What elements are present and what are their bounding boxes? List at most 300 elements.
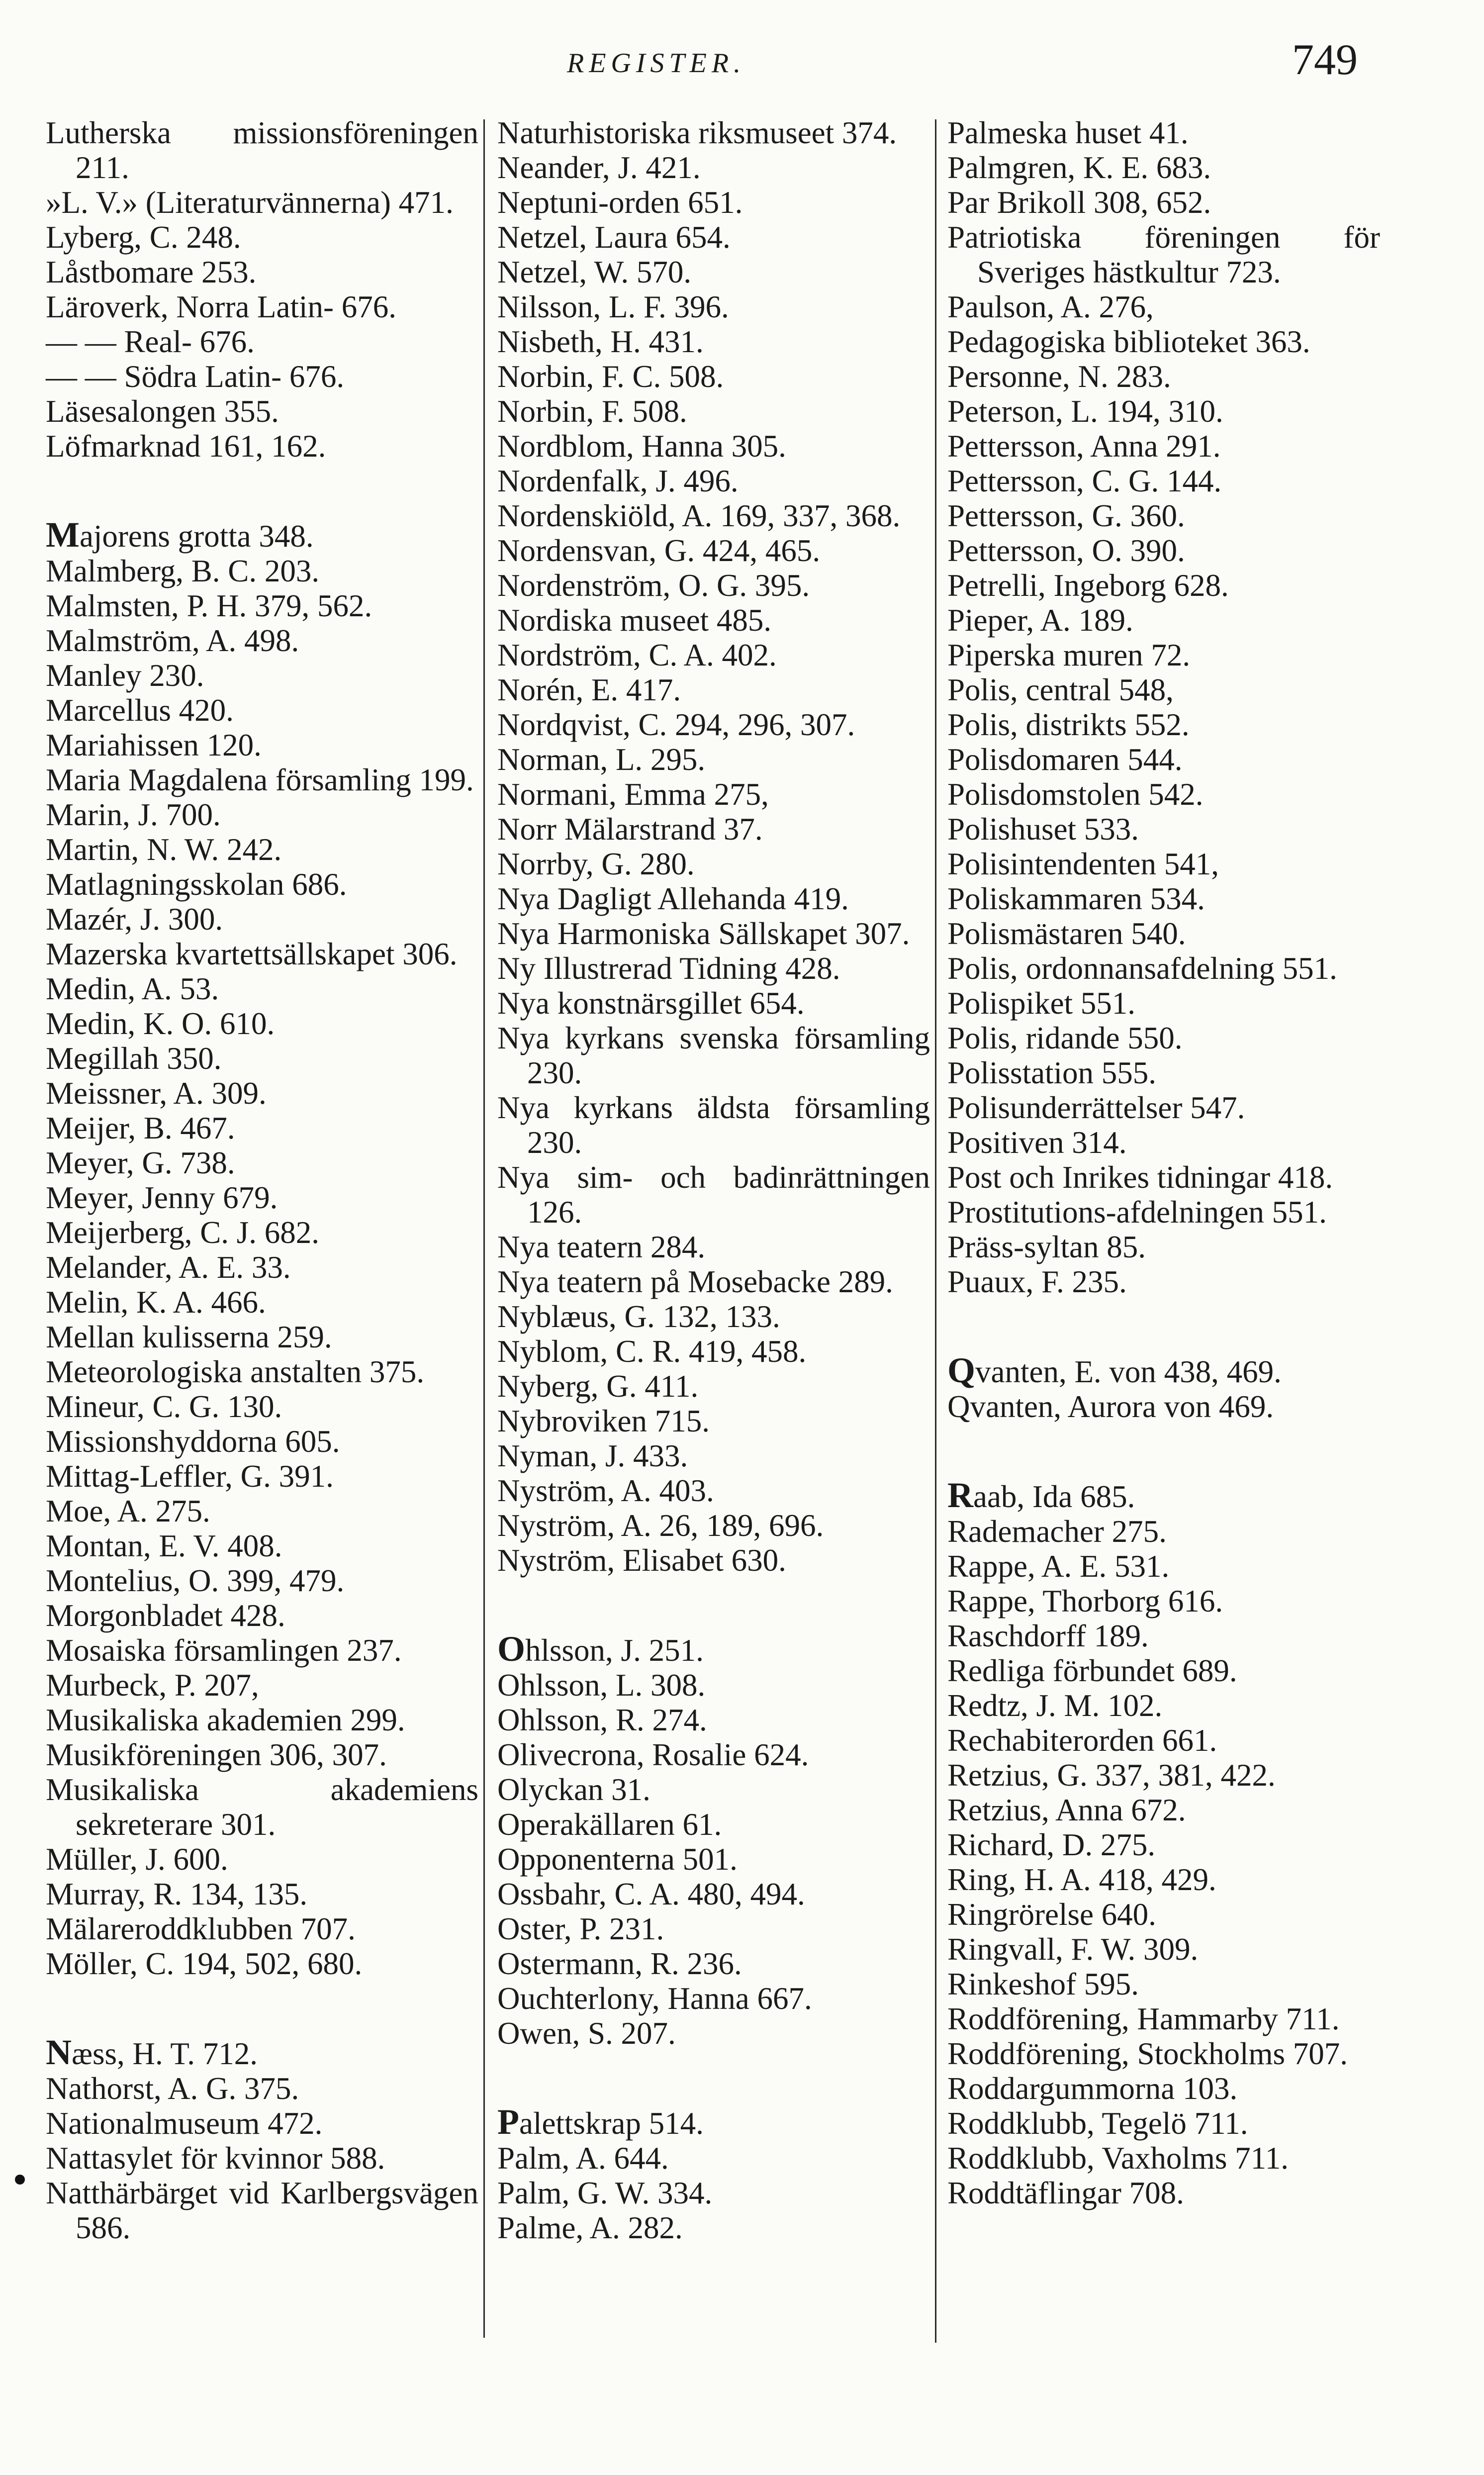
entry-text: Polisintendenten 541, xyxy=(947,847,1219,881)
index-entry xyxy=(46,1528,478,1563)
index-entry xyxy=(947,672,1380,707)
index-entry xyxy=(947,847,1380,881)
index-entry xyxy=(497,1911,930,1946)
entry-text: Mineur, C. G. 130. xyxy=(46,1389,282,1424)
entry-text: Polisunderrättelser 547. xyxy=(947,1090,1245,1125)
entry-text: Mariahissen 120. xyxy=(46,728,262,762)
index-entry xyxy=(497,1737,930,1772)
index-entry xyxy=(947,2071,1380,2106)
index-entry xyxy=(947,115,1380,150)
entry-text: Meyer, G. 738. xyxy=(46,1145,235,1180)
index-entry xyxy=(46,1772,478,1842)
index-entry xyxy=(497,707,930,742)
entry-text: Rademacher 275. xyxy=(947,1514,1167,1549)
index-entry xyxy=(497,1160,930,1230)
section-initial: N xyxy=(46,2032,72,2072)
entry-text: Nya kyrkans äldsta församling 230. xyxy=(497,1090,930,1160)
entry-text: Meijer, B. 467. xyxy=(46,1111,235,1145)
index-entry xyxy=(46,797,478,832)
entry-text: Nordenström, O. G. 395. xyxy=(497,568,810,603)
index-entry xyxy=(46,394,478,429)
index-entry xyxy=(947,812,1380,847)
entry-text: Nisbeth, H. 431. xyxy=(497,324,704,359)
entry-text: Norr Mälarstrand 37. xyxy=(497,812,763,847)
column-rule xyxy=(935,119,936,2343)
entry-text: Ouchterlony, Hanna 667. xyxy=(497,1981,812,2016)
index-entry xyxy=(947,916,1380,951)
index-entry xyxy=(497,2141,930,2176)
letter-section-gap xyxy=(46,1981,478,2035)
index-entry xyxy=(947,638,1380,672)
entry-text: Norman, L. 295. xyxy=(497,742,706,777)
entry-text: Petrelli, Ingeborg 628. xyxy=(947,568,1229,603)
entry-text: Patriotiska föreningen för Sveriges hästkultur 723. xyxy=(947,220,1380,289)
index-entry xyxy=(46,1877,478,1911)
entry-text: Marin, J. 700. xyxy=(46,797,221,832)
index-entry xyxy=(46,2176,478,2245)
index-entry xyxy=(947,1350,1380,1390)
index-entry xyxy=(46,289,478,324)
index-entry xyxy=(497,1668,930,1703)
entry-text: Norbin, F. C. 508. xyxy=(497,359,724,394)
index-entry xyxy=(46,623,478,658)
section-initial: O xyxy=(497,1629,526,1669)
entry-text: Mazér, J. 300. xyxy=(46,902,223,937)
index-entry xyxy=(46,554,478,588)
entry-text: Nyström, A. 26, 189, 696. xyxy=(497,1508,824,1543)
index-entry xyxy=(947,498,1380,533)
index-entry xyxy=(46,115,478,185)
entry-text: Montelius, O. 399, 479. xyxy=(46,1563,345,1598)
entry-text: Oster, P. 231. xyxy=(497,1911,664,1946)
index-entry xyxy=(46,517,478,554)
index-entry xyxy=(947,1967,1380,2001)
entry-text: Palm, A. 644. xyxy=(497,2141,669,2176)
column-rule xyxy=(483,119,485,2338)
index-entry xyxy=(497,1438,930,1473)
index-entry xyxy=(497,777,930,812)
entry-text: Polis, ordonnansafdelning 551. xyxy=(947,951,1337,986)
entry-text: Nyberg, G. 411. xyxy=(497,1369,699,1404)
entry-text: Lutherska missionsföreningen 211. xyxy=(46,115,478,185)
index-entry xyxy=(497,1404,930,1438)
index-entry xyxy=(947,1932,1380,1967)
index-entry xyxy=(497,1946,930,1981)
index-entry xyxy=(46,1911,478,1946)
entry-text: Palmgren, K. E. 683. xyxy=(947,150,1211,185)
entry-text: Morgonbladet 428. xyxy=(46,1598,285,1633)
entry-text: Polisdomaren 544. xyxy=(947,742,1183,777)
entry-text: Ohlsson, L. 308. xyxy=(497,1668,706,1703)
index-entry xyxy=(497,812,930,847)
index-entry xyxy=(947,289,1380,324)
index-entry xyxy=(497,916,930,951)
index-entry xyxy=(947,359,1380,394)
entry-text: Naturhistoriska riksmuseet 374. xyxy=(497,115,897,150)
entry-text: Polismästaren 540. xyxy=(947,916,1186,951)
index-column-2 xyxy=(497,115,930,2245)
index-entry xyxy=(46,2032,478,2072)
entry-text: Nordqvist, C. 294, 296, 307. xyxy=(497,707,855,742)
entry-text: Roddklubb, Tegelö 711. xyxy=(947,2106,1248,2141)
index-entry xyxy=(46,937,478,971)
index-entry xyxy=(947,1125,1380,1160)
entry-text: Malmsten, P. H. 379, 562. xyxy=(46,588,372,623)
index-entry xyxy=(947,394,1380,429)
index-entry xyxy=(46,1494,478,1528)
index-entry xyxy=(46,832,478,867)
entry-text: Richard, D. 275. xyxy=(947,1827,1156,1862)
entry-text: Lyberg, C. 248. xyxy=(46,220,241,255)
entry-text: Polispiket 551. xyxy=(947,986,1136,1021)
index-column-3 xyxy=(947,115,1380,2210)
entry-text: Polis, distrikts 552. xyxy=(947,707,1190,742)
section-initial: P xyxy=(497,2102,519,2142)
entry-text: — — Södra Latin- 676. xyxy=(46,359,345,394)
index-entry xyxy=(947,1758,1380,1793)
entry-text: Nybroviken 715. xyxy=(497,1404,710,1438)
index-entry xyxy=(947,986,1380,1021)
entry-text: hlsson, J. 251. xyxy=(525,1633,704,1668)
margin-dot xyxy=(15,2175,25,2185)
entry-text: Polishuset 533. xyxy=(947,812,1139,847)
entry-text: Roddtäflingar 708. xyxy=(947,2176,1184,2210)
index-entry xyxy=(947,429,1380,464)
index-entry xyxy=(947,533,1380,568)
entry-text: Ring, H. A. 418, 429. xyxy=(947,1862,1216,1897)
section-initial: R xyxy=(947,1475,973,1515)
index-entry xyxy=(46,658,478,693)
page-number: 749 xyxy=(1292,36,1358,84)
index-entry xyxy=(46,762,478,797)
entry-text: Nordblom, Hanna 305. xyxy=(497,429,786,464)
index-entry xyxy=(46,2141,478,2176)
entry-text: Norén, E. 417. xyxy=(497,672,681,707)
entry-text: Nattasylet för kvinnor 588. xyxy=(46,2141,385,2176)
index-entry xyxy=(947,220,1380,289)
index-entry xyxy=(947,1549,1380,1584)
entry-text: Palmeska huset 41. xyxy=(947,115,1189,150)
index-entry xyxy=(947,1090,1380,1125)
entry-text: Positiven 314. xyxy=(947,1125,1127,1160)
entry-text: Raschdorff 189. xyxy=(947,1618,1149,1653)
index-entry xyxy=(46,1111,478,1145)
index-entry xyxy=(947,1055,1380,1090)
letter-section-gap xyxy=(497,2051,930,2104)
index-entry xyxy=(46,693,478,728)
letter-section-gap xyxy=(46,464,478,517)
entry-text: Nya Harmoniska Sällskapet 307. xyxy=(497,916,910,951)
index-entry xyxy=(497,2104,930,2141)
index-entry xyxy=(46,1006,478,1041)
entry-text: Netzel, Laura 654. xyxy=(497,220,731,255)
index-entry xyxy=(947,881,1380,916)
index-entry xyxy=(947,1514,1380,1549)
entry-text: Ohlsson, R. 274. xyxy=(497,1703,707,1737)
index-entry xyxy=(46,1041,478,1076)
index-entry xyxy=(46,1737,478,1772)
entry-text: — — Real- 676. xyxy=(46,324,255,359)
index-entry xyxy=(947,568,1380,603)
entry-text: Nya Dagligt Allehanda 419. xyxy=(497,881,849,916)
index-entry xyxy=(947,1653,1380,1688)
entry-text: Mittag-Leffler, G. 391. xyxy=(46,1459,334,1494)
entry-text: Mosaiska församlingen 237. xyxy=(46,1633,402,1668)
index-entry xyxy=(947,1827,1380,1862)
entry-text: Nyström, Elisabet 630. xyxy=(497,1543,786,1578)
section-initial: M xyxy=(46,515,80,555)
section-initial: Q xyxy=(947,1350,976,1390)
entry-text: Opponenterna 501. xyxy=(497,1842,738,1877)
entry-text: Polis, central 548, xyxy=(947,672,1174,707)
entry-text: Polisstation 555. xyxy=(947,1055,1157,1090)
index-entry xyxy=(46,867,478,902)
entry-text: Prostitutions-afdelningen 551. xyxy=(947,1195,1327,1230)
entry-text: Löfmarknad 161, 162. xyxy=(46,429,326,464)
index-entry xyxy=(46,2106,478,2141)
entry-text: Nordenfalk, J. 496. xyxy=(497,464,739,498)
entry-text: Ringrörelse 640. xyxy=(947,1897,1156,1932)
index-entry xyxy=(497,742,930,777)
entry-text: Palm, G. W. 334. xyxy=(497,2176,713,2210)
entry-text: Nationalmuseum 472. xyxy=(46,2106,323,2141)
index-entry xyxy=(497,1807,930,1842)
index-entry xyxy=(947,2106,1380,2141)
index-entry xyxy=(46,971,478,1006)
index-entry xyxy=(497,464,930,498)
index-entry xyxy=(497,2176,930,2210)
index-entry xyxy=(497,1981,930,2016)
entry-text: Musikaliska akademien 299. xyxy=(46,1703,405,1737)
entry-text: Nyström, A. 403. xyxy=(497,1473,714,1508)
index-entry xyxy=(497,2210,930,2245)
index-entry xyxy=(497,1703,930,1737)
index-entry xyxy=(497,638,930,672)
entry-text: Nya teatern 284. xyxy=(497,1230,706,1264)
index-entry xyxy=(497,220,930,255)
index-entry xyxy=(497,951,930,986)
index-entry xyxy=(46,429,478,464)
entry-text: Poliskammaren 534. xyxy=(947,881,1205,916)
index-entry xyxy=(46,1668,478,1703)
index-entry xyxy=(497,568,930,603)
entry-text: Manley 230. xyxy=(46,658,204,693)
index-entry xyxy=(46,255,478,289)
entry-text: Läroverk, Norra Latin- 676. xyxy=(46,289,396,324)
index-entry xyxy=(497,986,930,1021)
index-entry xyxy=(46,1250,478,1285)
index-entry xyxy=(497,1230,930,1264)
entry-text: Polisdomstolen 542. xyxy=(947,777,1204,812)
entry-text: Ossbahr, C. A. 480, 494. xyxy=(497,1877,805,1911)
index-entry xyxy=(46,902,478,937)
entry-text: Musikaliska akademiens sekreterare 301. xyxy=(46,1772,478,1842)
index-entry xyxy=(947,1195,1380,1230)
entry-text: Pettersson, G. 360. xyxy=(947,498,1185,533)
entry-text: Matlagningsskolan 686. xyxy=(46,867,347,902)
entry-text: Müller, J. 600. xyxy=(46,1842,228,1877)
index-entry xyxy=(46,1389,478,1424)
index-entry xyxy=(947,150,1380,185)
index-column-1 xyxy=(46,115,478,2245)
index-entry xyxy=(947,2001,1380,2036)
index-entry xyxy=(497,1264,930,1299)
index-entry xyxy=(947,2036,1380,2071)
index-entry xyxy=(46,220,478,255)
index-entry xyxy=(947,951,1380,986)
index-entry xyxy=(947,1389,1380,1424)
entry-text: Moe, A. 275. xyxy=(46,1494,210,1528)
entry-text: Palme, A. 282. xyxy=(497,2210,683,2245)
entry-text: Redtz, J. M. 102. xyxy=(947,1688,1163,1723)
index-entry xyxy=(497,324,930,359)
entry-text: Meteorologiska anstalten 375. xyxy=(46,1354,425,1389)
entry-text: aab, Ida 685. xyxy=(973,1479,1135,1514)
entry-text: Nathorst, A. G. 375. xyxy=(46,2071,299,2106)
entry-text: Pettersson, Anna 291. xyxy=(947,429,1221,464)
entry-text: Olyckan 31. xyxy=(497,1772,650,1807)
entry-text: Rappe, A. E. 531. xyxy=(947,1549,1170,1584)
entry-text: Präss-syltan 85. xyxy=(947,1230,1146,1264)
index-entry xyxy=(947,1793,1380,1827)
entry-text: Medin, A. 53. xyxy=(46,971,219,1006)
entry-text: Missionshyddorna 605. xyxy=(46,1424,340,1459)
index-entry xyxy=(46,588,478,623)
index-entry xyxy=(947,1475,1380,1515)
entry-text: Montan, E. V. 408. xyxy=(46,1528,282,1563)
entry-text: Roddargummorna 103. xyxy=(947,2071,1238,2106)
entry-text: Melin, K. A. 466. xyxy=(46,1285,266,1320)
entry-text: Pieper, A. 189. xyxy=(947,603,1133,638)
entry-text: Natthärbärget vid Karlbergsvägen 586. xyxy=(46,2176,478,2245)
entry-text: Olivecrona, Rosalie 624. xyxy=(497,1737,809,1772)
index-entry xyxy=(497,289,930,324)
index-entry xyxy=(46,1842,478,1877)
index-entry xyxy=(947,1897,1380,1932)
entry-text: »L. V.» (Literaturvännerna) 471. xyxy=(46,185,454,220)
index-entry xyxy=(46,1076,478,1111)
index-entry xyxy=(497,847,930,881)
entry-text: Malmberg, B. C. 203. xyxy=(46,554,320,588)
index-entry xyxy=(947,1230,1380,1264)
entry-text: Musikföreningen 306, 307. xyxy=(46,1737,387,1772)
entry-text: ajorens grotta 348. xyxy=(79,519,314,554)
entry-text: Operakällaren 61. xyxy=(497,1807,722,1842)
index-entry xyxy=(497,1369,930,1404)
index-entry xyxy=(46,185,478,220)
entry-text: Ny Illustrerad Tidning 428. xyxy=(497,951,840,986)
entry-text: Roddklubb, Vaxholms 711. xyxy=(947,2141,1289,2176)
index-entry xyxy=(46,1320,478,1354)
entry-text: Nordström, C. A. 402. xyxy=(497,638,777,672)
entry-text: Låstbomare 253. xyxy=(46,255,257,289)
entry-text: Pedagogiska biblioteket 363. xyxy=(947,324,1310,359)
entry-text: Par Brikoll 308, 652. xyxy=(947,185,1211,220)
index-entry xyxy=(947,742,1380,777)
index-entry xyxy=(947,185,1380,220)
index-entry xyxy=(46,1459,478,1494)
entry-text: Norbin, F. 508. xyxy=(497,394,687,429)
index-entry xyxy=(497,185,930,220)
entry-text: Murray, R. 134, 135. xyxy=(46,1877,308,1911)
entry-text: Rinkeshof 595. xyxy=(947,1967,1139,2001)
index-entry xyxy=(497,1842,930,1877)
entry-text: Nyblom, C. R. 419, 458. xyxy=(497,1334,807,1369)
index-entry xyxy=(46,2071,478,2106)
entry-text: Nya sim- och badinrättningen 126. xyxy=(497,1160,930,1230)
index-entry xyxy=(46,1145,478,1180)
entry-text: Paulson, A. 276, xyxy=(947,289,1154,324)
entry-text: Meijerberg, C. J. 682. xyxy=(46,1215,320,1250)
index-entry xyxy=(46,1563,478,1598)
entry-text: Malmström, A. 498. xyxy=(46,623,299,658)
entry-text: Piperska muren 72. xyxy=(947,638,1191,672)
entry-text: Läsesalongen 355. xyxy=(46,394,279,429)
index-entry xyxy=(947,1584,1380,1618)
index-entry xyxy=(46,1703,478,1737)
index-entry xyxy=(947,603,1380,638)
entry-text: Neander, J. 421. xyxy=(497,150,701,185)
index-entry xyxy=(46,1598,478,1633)
index-entry xyxy=(46,324,478,359)
index-entry xyxy=(497,1473,930,1508)
entry-text: Peterson, L. 194, 310. xyxy=(947,394,1223,429)
entry-text: Nya konstnärsgillet 654. xyxy=(497,986,805,1021)
entry-text: Nordensvan, G. 424, 465. xyxy=(497,533,821,568)
entry-text: Ostermann, R. 236. xyxy=(497,1946,742,1981)
entry-text: Nyblæus, G. 132, 133. xyxy=(497,1299,780,1334)
index-entry xyxy=(497,1772,930,1807)
entry-text: Redliga förbundet 689. xyxy=(947,1653,1237,1688)
index-entry xyxy=(46,728,478,762)
index-entry xyxy=(947,2141,1380,2176)
index-entry xyxy=(46,1633,478,1668)
index-entry xyxy=(497,2016,930,2051)
entry-text: Mellan kulisserna 259. xyxy=(46,1320,332,1354)
index-entry xyxy=(497,1334,930,1369)
index-entry xyxy=(947,1021,1380,1055)
index-entry xyxy=(947,2176,1380,2210)
index-entry xyxy=(497,115,930,150)
entry-text: Murbeck, P. 207, xyxy=(46,1668,259,1703)
index-entry xyxy=(947,707,1380,742)
index-entry xyxy=(947,1264,1380,1299)
entry-text: Retzius, G. 337, 381, 422. xyxy=(947,1758,1276,1793)
index-entry xyxy=(497,255,930,289)
entry-text: Pettersson, C. G. 144. xyxy=(947,464,1222,498)
entry-text: Roddförening, Stockholms 707. xyxy=(947,2036,1348,2071)
index-entry xyxy=(947,777,1380,812)
entry-text: Melander, A. E. 33. xyxy=(46,1250,291,1285)
index-entry xyxy=(947,1723,1380,1758)
index-entry xyxy=(497,429,930,464)
index-entry xyxy=(497,1021,930,1090)
entry-text: Netzel, W. 570. xyxy=(497,255,692,289)
index-entry xyxy=(497,1090,930,1160)
index-entry xyxy=(46,359,478,394)
entry-text: æss, H. T. 712. xyxy=(72,2036,258,2071)
entry-text: Post och Inrikes tidningar 418. xyxy=(947,1160,1333,1195)
entry-text: Marcellus 420. xyxy=(46,693,234,728)
index-entry xyxy=(497,1508,930,1543)
index-entry xyxy=(497,1877,930,1911)
letter-section-gap xyxy=(947,1424,1380,1478)
entry-text: Mazerska kvartettsällskapet 306. xyxy=(46,937,458,971)
entry-text: Roddförening, Hammarby 711. xyxy=(947,2001,1340,2036)
index-entry xyxy=(497,533,930,568)
index-entry xyxy=(46,1424,478,1459)
entry-text: Retzius, Anna 672. xyxy=(947,1793,1186,1827)
